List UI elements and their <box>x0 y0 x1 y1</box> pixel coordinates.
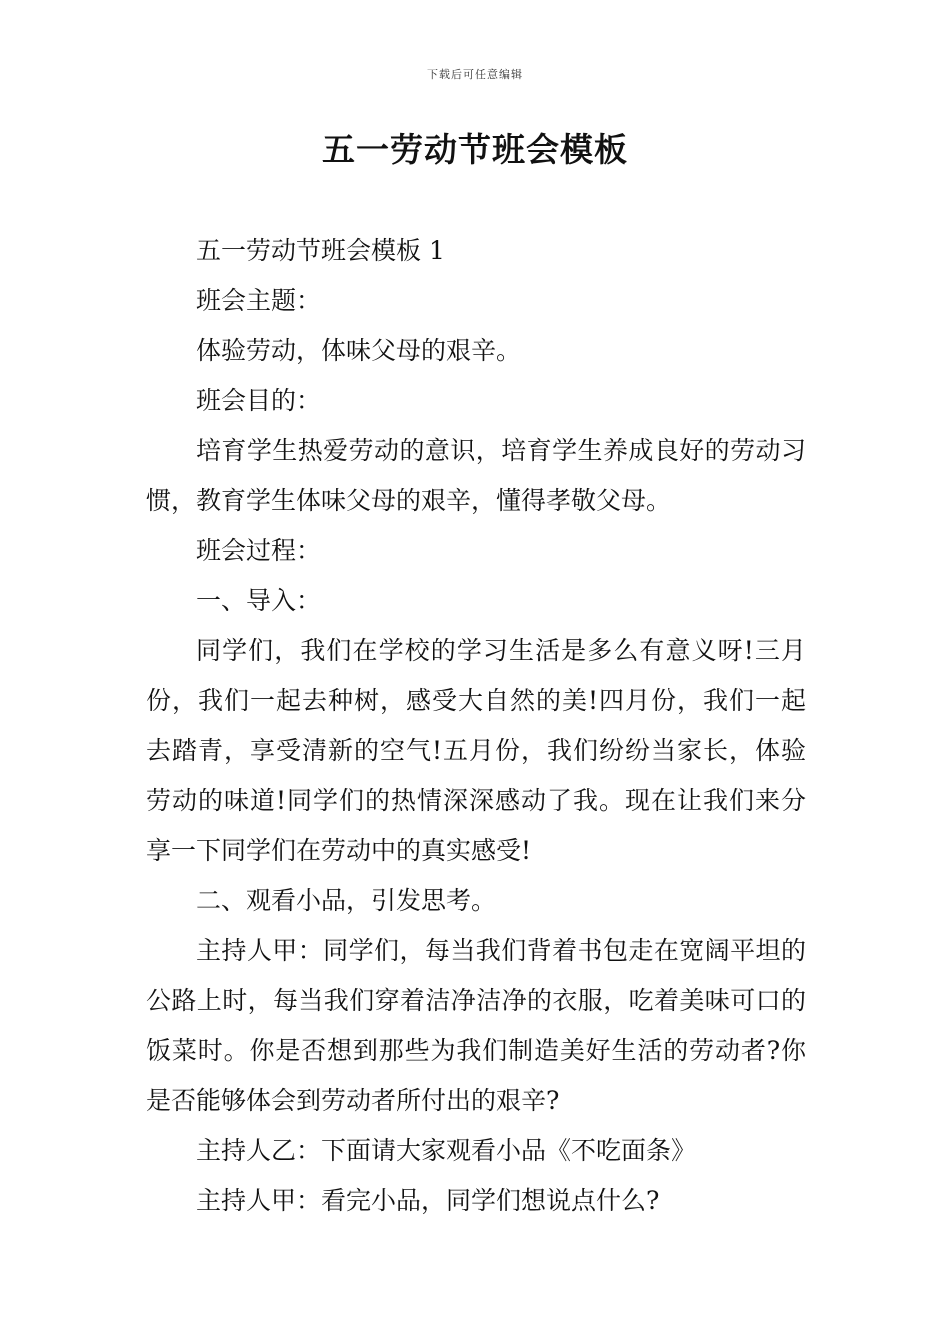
paragraph-sketch-heading: 二、观看小品，引发思考。 <box>196 886 497 915</box>
paragraph-intro-heading: 一、导入： <box>196 586 322 615</box>
paragraph-process-heading: 班会过程： <box>196 536 322 565</box>
paragraph-host-b: 主持人乙：下面请大家观看小品《不吃面条》 <box>196 1136 697 1165</box>
header-note: 下载后可任意编辑 <box>427 68 523 81</box>
paragraph-host-a-1: 主持人甲：同学们，每当我们背着书包走在宽阔平坦的公路上时，每当我们穿着洁净洁净的衣服，吃着美味可口的饭菜时。你是否想到那些为我们制造美好生活的劳动者?你是否能够体会到劳动者所付出的艰辛? <box>146 936 806 1115</box>
paragraph-subtitle: 五一劳动节班会模板 1 <box>196 236 445 265</box>
paragraph-purpose: 培育学生热爱劳动的意识，培育学生养成良好的劳动习惯，教育学生体味父母的艰辛，懂得孝敬父母。 <box>146 436 806 515</box>
paragraph-theme: 体验劳动，体味父母的艰辛。 <box>196 336 522 365</box>
paragraph-intro: 同学们，我们在学校的学习生活是多么有意义呀!三月份，我们一起去种树，感受大自然的美!四月份，我们一起去踏青，享受清新的空气!五月份，我们纷纷当家长，体验劳动的味道!同学们的热情深深感动了我。现在让我们来分享一下同学们在劳动中的真实感受! <box>146 636 806 865</box>
paragraph-host-a-2: 主持人甲：看完小品，同学们想说点什么? <box>196 1186 660 1215</box>
document-title: 五一劳动节班会模板 <box>322 130 628 169</box>
document-body <box>146 226 806 1226</box>
paragraph-theme-heading: 班会主题： <box>196 286 322 315</box>
paragraph-purpose-heading: 班会目的： <box>196 386 322 415</box>
